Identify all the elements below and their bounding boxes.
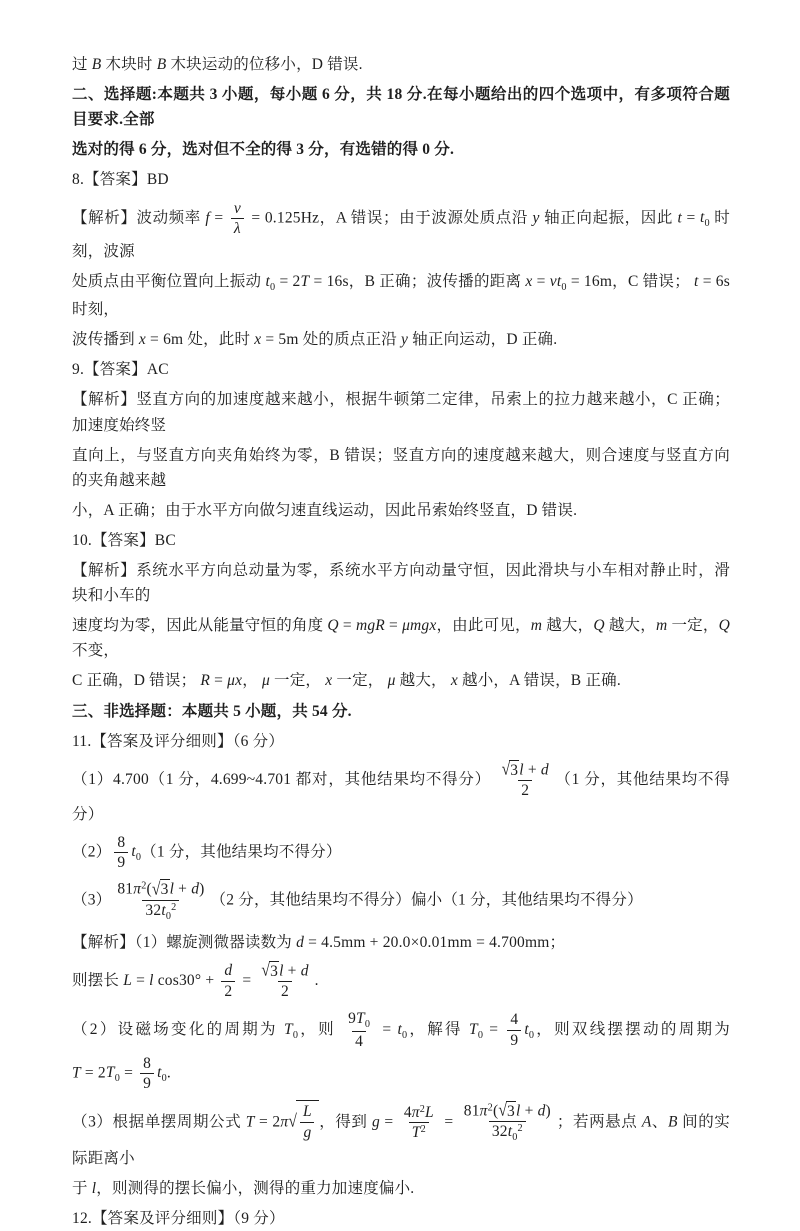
text-run: 三、非选择题：本题共 5 小题，共 54 分. [72, 702, 352, 720]
text-run: 81 [463, 1102, 480, 1119]
math-variable: Q [593, 617, 605, 635]
fraction [345, 1009, 373, 1052]
text-run: = 6m [145, 331, 184, 349]
text-run: 直向上，与竖直方向夹角始终为零，B 错误；竖直方向的速度越来越大，则合速度与竖直方向的夹角越来越 [72, 446, 730, 489]
text-run: 4 [510, 1011, 519, 1029]
subscript: 0 [364, 1018, 371, 1030]
text-run: 9 [510, 1031, 519, 1049]
subscript: 0 [161, 1073, 167, 1085]
text-run: 一定， [332, 672, 388, 690]
text-run: （2） [72, 843, 112, 861]
math-sub-sup [157, 1064, 167, 1085]
fraction [507, 1010, 521, 1050]
subscript: 0 [292, 1029, 299, 1041]
math-variable: T [72, 1064, 81, 1082]
math-sub-sup [161, 901, 177, 922]
math-variable: π [411, 1103, 420, 1121]
fraction-denominator [300, 1122, 314, 1142]
text-run: 10.【答案】BC [72, 531, 176, 549]
q11-explanation-part3-line1 [72, 1100, 730, 1171]
text-run: （1 分，其他结果均不得分） [72, 770, 730, 823]
math-sub-sup [556, 273, 567, 294]
text-run: 8 [143, 1054, 152, 1072]
text-run: （3）根据单摆周期公式 [72, 1113, 246, 1131]
math-sub-sup [105, 1064, 121, 1085]
text-run: = 0.125Hz [246, 208, 320, 226]
subscript: 0 [512, 1131, 518, 1143]
math-variable: t [157, 1064, 162, 1082]
text-run: = [120, 1064, 138, 1082]
text-run: 【解析】系统水平方向总动量为零，系统水平方向动量守恒，因此滑块与小车相对静止时，滑块和小车的 [72, 562, 730, 605]
text-run: = 5m [261, 331, 299, 349]
text-run: 越大， [604, 617, 656, 635]
math-sub-sup [284, 1020, 299, 1041]
fraction-numerator [345, 1009, 373, 1032]
q8-answer [72, 167, 730, 192]
text-run: ，C 错误； [612, 273, 695, 291]
text-run: ) [199, 880, 205, 898]
math-variable: L [123, 971, 133, 989]
q11-answer-part2 [72, 832, 730, 874]
text-run: = [132, 971, 150, 989]
math-variable: g [371, 1113, 380, 1131]
text-run: = [338, 617, 356, 635]
radicand [160, 879, 170, 899]
fraction [140, 1054, 154, 1094]
q11-answer-part3 [72, 878, 730, 924]
text-run: . [166, 1064, 171, 1082]
radical-sign-icon: √ [261, 960, 271, 981]
square-root [498, 1101, 516, 1121]
text-run: 81 [117, 880, 134, 898]
text-run: ，则双线摆摆动的周期为 [534, 1020, 731, 1038]
subscript: 0 [477, 1029, 484, 1041]
text-run: + [520, 1102, 538, 1119]
text-run: 【解析】波动频率 [72, 208, 206, 226]
square-root [502, 760, 520, 780]
math-variable: R [200, 672, 211, 690]
q10-explanation-line3 [72, 668, 730, 693]
fraction-numerator [114, 833, 128, 852]
subscript: 0 [135, 852, 142, 864]
subscript: 0 [165, 910, 172, 922]
q11-explanation-part1-line1 [72, 930, 730, 955]
text-run: 3 [270, 962, 279, 980]
fraction-numerator [140, 1054, 154, 1073]
fraction-denominator [114, 852, 128, 872]
fraction-denominator [489, 1121, 526, 1145]
square-root [288, 1100, 319, 1143]
fraction-numerator [507, 1010, 521, 1029]
fraction-denominator [142, 900, 179, 924]
text-run: = 16m [566, 273, 613, 291]
superscript: 2 [419, 1103, 426, 1115]
math-variable: t [556, 273, 562, 291]
math-variable: T [356, 1009, 365, 1027]
text-run: （2 分，其他结果均不得分）偏小（1 分，其他结果均不得分） [210, 892, 643, 910]
math-variable: μmgx [402, 617, 437, 635]
math-variable: d [300, 962, 309, 980]
math-variable: x [525, 273, 533, 291]
subscript: 0 [561, 282, 567, 294]
text-run: 时刻， [72, 301, 120, 319]
fraction [401, 1103, 437, 1143]
math-variable: T [300, 273, 310, 291]
text-run: 处的质点正沿 [298, 331, 402, 349]
text-run: cos30° + [153, 971, 219, 989]
fraction-denominator [409, 1122, 429, 1142]
text-run: 二、选择题:本题共 3 小题，每小题 6 分，共 18 分.在每小题给出的四个选项中，有多项符合题目要求.全部 [72, 86, 730, 129]
text-run: 32 [145, 901, 162, 919]
text-run: 2 [281, 983, 289, 1001]
text-run: 9 [143, 1075, 152, 1093]
math-variable: x [138, 331, 146, 349]
math-variable: x [450, 672, 458, 690]
text-run: 4 [403, 1103, 412, 1121]
math-variable: λ [233, 219, 241, 237]
math-variable: B [667, 1113, 678, 1131]
text-run: ，A 错误；由于波源处质点沿 [319, 208, 533, 226]
math-sub-sup [412, 1124, 426, 1141]
math-variable: t [677, 208, 683, 226]
fraction [461, 1101, 554, 1145]
text-run: 4 [355, 1033, 364, 1051]
subscript: 0 [401, 1029, 408, 1041]
text-run: 越大， [395, 672, 451, 690]
math-variable: d [296, 933, 305, 951]
math-sub-sup [265, 273, 276, 294]
radical-sign-icon: √ [151, 879, 161, 899]
math-variable: π [280, 1113, 289, 1131]
radical-sign-icon: √ [501, 759, 511, 780]
math-sub-sup [468, 1020, 484, 1041]
text-run: = 2 [80, 1064, 106, 1082]
text-run: = 16s [309, 273, 349, 291]
math-variable: π [133, 880, 142, 898]
q10-answer [72, 528, 730, 553]
q8-explanation-line3 [72, 327, 730, 352]
text-run: ，得到 [318, 1113, 372, 1131]
math-variable: f [205, 208, 210, 226]
q9-answer [72, 357, 730, 382]
fraction-numerator [114, 879, 207, 899]
text-run: 处质点由平衡位置向上振动 [72, 273, 266, 291]
math-variable: l [515, 1102, 521, 1119]
text-run: ，则 [298, 1020, 343, 1038]
text-run: 处，此时 [183, 331, 255, 349]
text-run: ；若两悬点 [556, 1113, 642, 1131]
superscript: 2 [420, 1124, 426, 1135]
text-run: 小，A 正确；由于水平方向做匀速直线运动，因此吊索始终竖直，D 错误. [72, 501, 578, 519]
q7-explanation-tail [72, 52, 730, 77]
text-run: . [314, 971, 319, 989]
math-variable: L [303, 1103, 312, 1121]
text-run: ，由此可见， [436, 617, 531, 635]
math-variable: μ [387, 672, 396, 690]
fraction-numerator [221, 961, 235, 980]
text-run: 11.【答案及评分细则】（6 分） [72, 732, 285, 750]
subscript: 0 [704, 218, 710, 230]
q11-answer-part1 [72, 759, 730, 827]
math-variable: d [224, 962, 233, 980]
math-variable: l [91, 1179, 97, 1197]
fraction-denominator [231, 218, 244, 238]
fraction-numerator [401, 1103, 437, 1122]
text-run: （2）设磁场变化的周期为 [72, 1020, 285, 1038]
math-variable: T [284, 1020, 293, 1038]
text-run: = [682, 208, 700, 226]
radicand [509, 760, 519, 780]
math-variable: mgR [355, 617, 385, 635]
math-variable: y [532, 208, 540, 226]
math-variable: T [468, 1020, 478, 1038]
text-run: = [376, 1020, 398, 1038]
text-run: （3） [72, 892, 112, 910]
text-run: 3 [160, 881, 169, 899]
math-variable: l [149, 971, 154, 989]
text-run: = [209, 208, 228, 226]
fraction [499, 760, 552, 801]
text-run: ( [146, 880, 152, 898]
fraction-numerator [499, 760, 552, 780]
section-2-header-line1 [72, 82, 730, 132]
text-run: = [483, 1020, 505, 1038]
text-run: 3 [510, 761, 519, 779]
math-variable: t [507, 1122, 513, 1140]
math-variable: v [549, 273, 557, 291]
subscript: 0 [270, 282, 276, 294]
text-run: 越小，A 错误，B 正确. [457, 672, 621, 690]
fraction [258, 961, 311, 1002]
q9-explanation-line1 [72, 387, 730, 437]
subscript: 0 [528, 1029, 535, 1041]
text-run: = 2 [254, 1113, 281, 1131]
text-run: = 6s [698, 273, 730, 291]
fraction-numerator [231, 199, 244, 218]
q11-explanation-part2 [72, 1008, 730, 1095]
radicand [296, 1100, 319, 1143]
text-run: ，则测得的摆长偏小，测得的重力加速度偏小. [96, 1179, 415, 1197]
math-variable: π [479, 1102, 488, 1119]
math-variable: l [279, 962, 284, 980]
superscript: 2 [171, 901, 177, 913]
text-run: 速度均为零，因此从能量守恒的角度 [72, 617, 328, 635]
square-root [152, 879, 170, 899]
math-variable: m [655, 617, 668, 635]
text-run: 9 [348, 1009, 357, 1027]
text-run: = [210, 672, 228, 690]
text-run: 、 [651, 1113, 668, 1131]
text-run: 32 [491, 1122, 508, 1140]
text-run: = [384, 617, 403, 635]
q11-explanation-part3-line2 [72, 1176, 730, 1201]
text-run: = [439, 1113, 458, 1131]
math-variable: d [537, 1102, 546, 1119]
text-run: 过 [72, 56, 92, 73]
document-lines [72, 52, 730, 1231]
math-variable: T [245, 1113, 255, 1131]
text-run: 越大， [542, 617, 594, 635]
radical-sign-icon: √ [288, 1111, 298, 1132]
math-variable: Q [327, 617, 339, 635]
q11-explanation-part1-line2 [72, 960, 730, 1003]
fraction-denominator [507, 1030, 521, 1050]
text-run: 8 [117, 833, 126, 851]
q8-explanation-line2 [72, 269, 730, 322]
text-run: ( [492, 1102, 499, 1119]
text-run: 9 [117, 854, 126, 872]
math-variable: L [425, 1103, 434, 1121]
math-variable: m [530, 617, 543, 635]
radicand [269, 961, 279, 981]
text-run: 8.【答案】BD [72, 171, 169, 189]
text-run: 2 [521, 782, 530, 800]
math-sub-sup [397, 1020, 408, 1041]
text-run: ， [242, 672, 262, 690]
subscript: 0 [114, 1073, 121, 1085]
q9-explanation-line3 [72, 498, 730, 523]
fraction [231, 199, 244, 239]
math-variable: x [325, 672, 333, 690]
math-variable: t [699, 208, 705, 226]
text-run: 12.【答案及评分细则】（9 分） [72, 1209, 285, 1227]
math-variable: v [233, 199, 241, 217]
math-variable: t [161, 901, 166, 919]
math-variable: g [303, 1123, 312, 1141]
text-run: 一定， [269, 672, 326, 690]
math-variable: Q [718, 617, 731, 635]
math-variable: t [524, 1020, 529, 1038]
text-run: = [238, 971, 256, 989]
math-variable: d [191, 880, 200, 898]
text-run: 轴正向运动，D 正确. [408, 331, 558, 349]
math-sub-sup [507, 1122, 523, 1143]
math-variable: t [397, 1020, 402, 1038]
text-run: ) [545, 1102, 551, 1119]
text-run: 选对的得 6 分，选对但不全的得 3 分，有选错的得 0 分. [72, 141, 455, 159]
radical-sign-icon: √ [498, 1100, 508, 1120]
fraction-denominator [352, 1031, 366, 1051]
q10-explanation-line2 [72, 613, 730, 663]
text-run: （1 分，其他结果均不得分） [141, 843, 342, 861]
text-run: + [174, 880, 192, 898]
text-run: 时刻，波源 [72, 208, 730, 261]
fraction-numerator [461, 1101, 554, 1121]
fraction-numerator [258, 961, 311, 981]
text-run: 不变， [72, 642, 120, 660]
math-variable: x [254, 331, 262, 349]
math-variable: l [519, 761, 524, 779]
math-variable: t [131, 843, 136, 861]
text-run: 木块运动的位移小，D 错误. [166, 56, 363, 73]
math-sub-sup [524, 1020, 535, 1041]
fraction [114, 879, 207, 923]
fraction [300, 1102, 315, 1142]
fraction-denominator [278, 981, 292, 1001]
text-run: + [283, 962, 301, 980]
fraction [114, 833, 128, 873]
text-run: ，B 正确；波传播的距离 [348, 273, 526, 291]
text-run: 【解析】（1）螺旋测微器读数为 [72, 933, 297, 951]
fraction [221, 961, 235, 1001]
fraction-numerator [300, 1102, 315, 1121]
section-2-header-line2 [72, 137, 730, 162]
superscript: 2 [517, 1122, 523, 1134]
q12-answer-header [72, 1206, 730, 1231]
text-run: 间的实际距离小 [72, 1113, 730, 1167]
math-variable: d [540, 761, 549, 779]
math-sub-sup [356, 1009, 371, 1030]
superscript: 2 [487, 1101, 493, 1113]
text-run: 一定， [667, 617, 719, 635]
superscript: 2 [141, 880, 147, 892]
math-variable: μ [261, 672, 270, 690]
section-3-header [72, 699, 730, 724]
text-run: ； [549, 933, 566, 951]
q8-explanation-line1 [72, 198, 730, 265]
text-run: 则摆长 [72, 971, 124, 989]
text-run: 波传播到 [72, 331, 139, 349]
math-sub-sup [131, 843, 142, 864]
text-run: = 2 [275, 273, 301, 291]
text-run: 木块时 [101, 56, 157, 73]
math-variable: T [105, 1064, 115, 1082]
square-root [261, 961, 279, 981]
math-variable: T [411, 1124, 421, 1142]
q10-explanation-line1 [72, 558, 730, 608]
radicand [506, 1101, 516, 1121]
fraction-denominator [221, 981, 235, 1001]
math-variable: A [641, 1113, 652, 1131]
text-run: C 正确，D 错误； [72, 672, 201, 690]
q11-answer-header [72, 729, 730, 754]
text-run: 2 [224, 982, 233, 1000]
math-variable: l [169, 880, 175, 898]
math-variable: y [401, 331, 409, 349]
math-sub-sup [699, 208, 710, 230]
text-run: = 4.5mm + 20.0×0.01mm = 4.700mm [304, 933, 550, 951]
text-run: 3 [507, 1102, 515, 1120]
text-run: 轴正向起振，因此 [539, 208, 678, 226]
math-variable: t [694, 273, 699, 291]
fraction-denominator [140, 1073, 154, 1093]
q9-explanation-line2 [72, 443, 730, 493]
math-variable: B [156, 56, 167, 73]
math-variable: B [91, 56, 102, 73]
text-run: + [523, 761, 541, 779]
text-run: ，解得 [407, 1020, 469, 1038]
text-run: = [532, 273, 550, 291]
text-run: = [379, 1113, 398, 1131]
text-run: 于 [72, 1179, 92, 1197]
text-run: 9.【答案】AC [72, 361, 169, 379]
math-variable: t [265, 273, 270, 291]
math-variable: μx [227, 672, 243, 690]
fraction-denominator [518, 780, 532, 800]
text-run: （1）4.700（1 分，4.699~4.701 都对，其他结果均不得分） [72, 770, 496, 788]
text-run: 【解析】竖直方向的加速度越来越小，根据牛顿第二定律，吊索上的拉力越来越小，C 正确；加速度始终竖 [72, 391, 730, 434]
